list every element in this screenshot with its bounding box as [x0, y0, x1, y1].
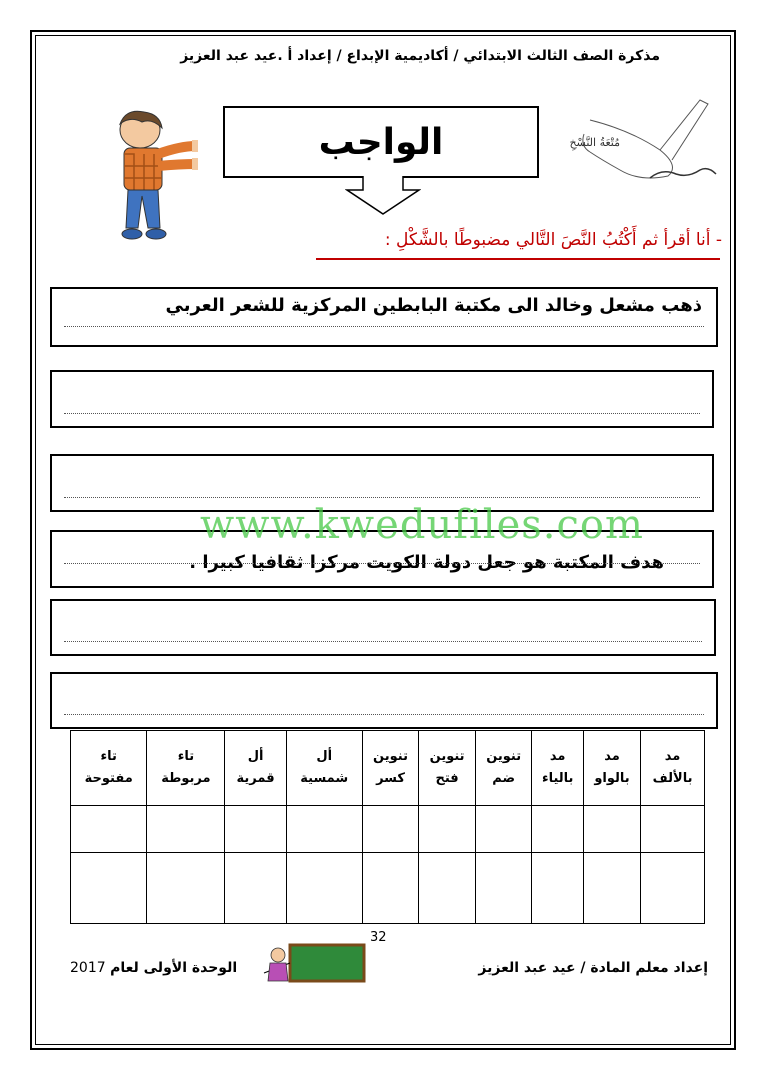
table-header-row [71, 731, 705, 806]
table-header-cell: مد بالألف [641, 731, 705, 806]
table-cell[interactable] [147, 806, 225, 853]
writing-box-text: هدف المكتبة هو جعل دولة الكويت مركزا ثقافيا كبيرا . [189, 552, 664, 573]
table-cell[interactable] [419, 853, 476, 924]
table-header-cell: تنوين كسر [362, 731, 419, 806]
table-cell[interactable] [225, 853, 286, 924]
table-cell[interactable] [475, 806, 532, 853]
table-cell[interactable] [532, 853, 583, 924]
table-cell[interactable] [583, 853, 640, 924]
table-cell[interactable] [532, 806, 583, 853]
table-cell[interactable] [71, 806, 147, 853]
down-arrow-icon [345, 176, 421, 216]
writing-box-text: ذهب مشعل وخالد الى مكتبة البابطين المركزية للشعر العربي [165, 295, 702, 316]
table-cell[interactable] [475, 853, 532, 924]
homework-title-box [223, 106, 539, 178]
writing-line [64, 497, 700, 498]
writing-line [64, 563, 700, 564]
calligraphy-logo-text: مُتْعَةُ النَّسْخِ [569, 136, 620, 149]
table-header-cell: تنوين ضم [475, 731, 532, 806]
footer-year: 2017 [70, 960, 106, 976]
footer-unit-label: الوحدة الأولى لعام [110, 960, 238, 976]
homework-title: الواجب [318, 121, 444, 163]
table-cell[interactable] [225, 806, 286, 853]
calligraphy-hand-logo [550, 90, 730, 200]
table-cell[interactable] [362, 806, 419, 853]
writing-line [64, 641, 702, 642]
instruction-text: - أنا أقرأ ثم أَكْتُبُ النَّصَ التَّالي مضبوطًا بالشَّكْلِ : [384, 230, 722, 250]
writing-box-5[interactable] [50, 599, 716, 656]
footer-author: إعداد معلم المادة / عيد عبد العزيز [478, 960, 708, 976]
table-header-cell: أل قمرية [225, 731, 286, 806]
table-cell[interactable] [641, 853, 705, 924]
table-cell[interactable] [641, 806, 705, 853]
table-header-cell: مد بالواو [583, 731, 640, 806]
writing-box-2[interactable] [50, 370, 714, 428]
table-header-cell: أل شمسية [286, 731, 362, 806]
table-cell[interactable] [71, 853, 147, 924]
footer-unit [70, 960, 370, 976]
table-header-cell: مد بالياء [532, 731, 583, 806]
watermark: www.kwedufiles.com [200, 502, 644, 548]
writing-line [64, 413, 700, 414]
writing-line [64, 714, 704, 715]
table-row [71, 853, 705, 924]
table-cell[interactable] [362, 853, 419, 924]
writing-line [64, 326, 704, 327]
table-header-cell: تاء مفتوحة [71, 731, 147, 806]
letter-types-table [70, 730, 705, 924]
writing-box-6[interactable] [50, 672, 718, 729]
table-header-cell: تنوين فتح [419, 731, 476, 806]
table-cell[interactable] [286, 806, 362, 853]
table-cell[interactable] [419, 806, 476, 853]
table-cell[interactable] [583, 806, 640, 853]
page-number: 32 [370, 930, 387, 945]
table-cell[interactable] [286, 853, 362, 924]
page-header: مذكرة الصف الثالث الابتدائي / أكاديمية الإبداع / إعداد أ .عيد عبد العزيز [180, 48, 660, 64]
table-row [71, 806, 705, 853]
table-cell[interactable] [147, 853, 225, 924]
boy-illustration [108, 110, 198, 245]
writing-box-1[interactable] [50, 287, 718, 347]
instruction-underline [316, 258, 720, 260]
table-header-cell: تاء مربوطة [147, 731, 225, 806]
